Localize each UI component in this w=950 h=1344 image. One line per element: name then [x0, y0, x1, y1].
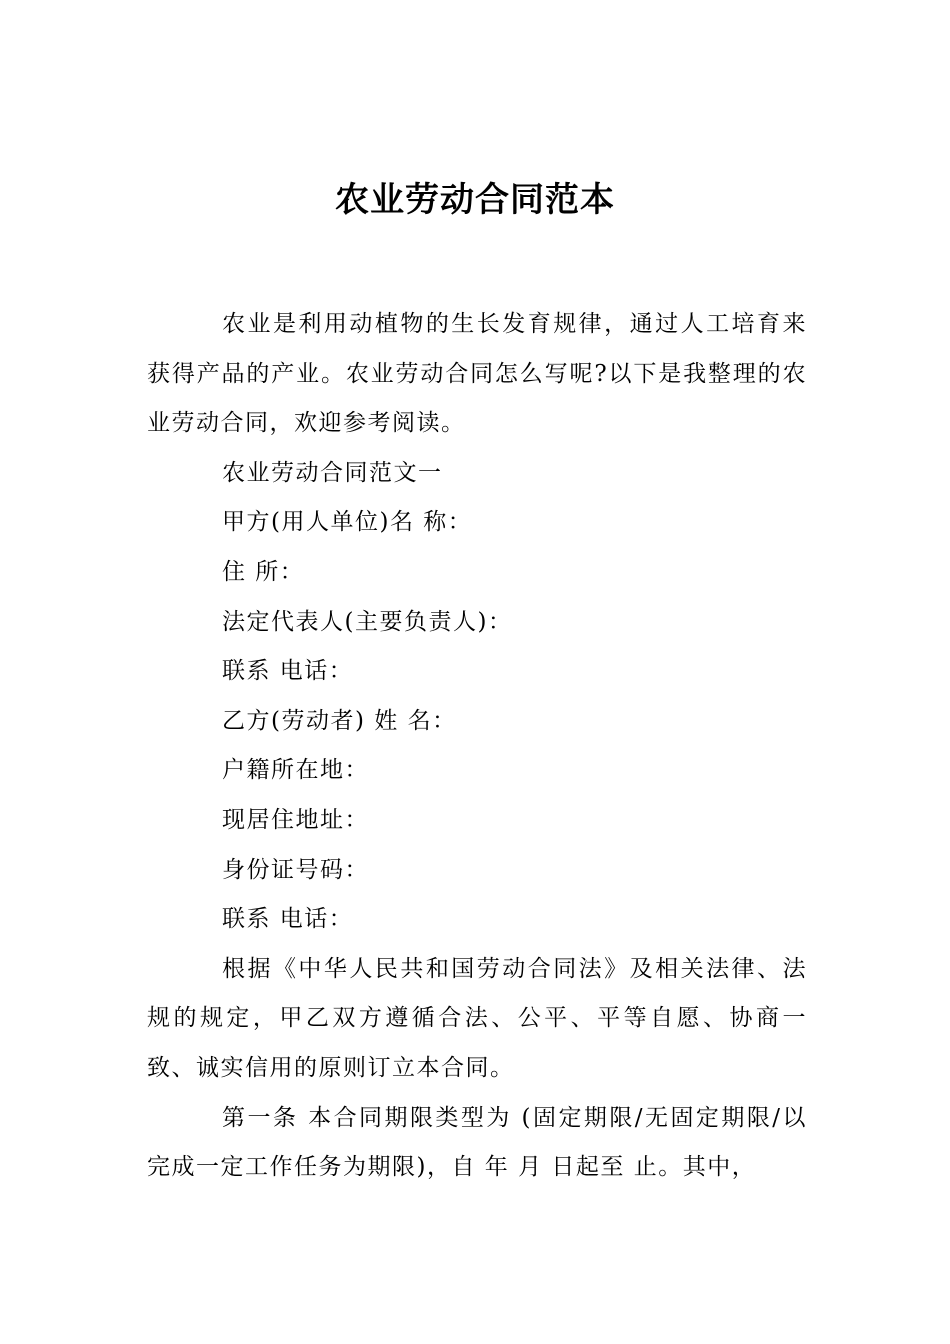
- party-a-address-line: 住 所：: [222, 558, 305, 585]
- party-a-phone-line: 联系 电话：: [222, 658, 354, 685]
- legal-basis-paragraph: 根据《中华人民共和国劳动合同法》及相关法律、法规的规定，甲乙双方遵循合法、公平、平等自愿、协商一致、诚实信用的原则订立本合同。: [147, 955, 807, 1081]
- party-b-household-line: 户籍所在地：: [222, 757, 369, 784]
- party-a-name-line: 甲方(用人单位)名 称：: [222, 509, 473, 536]
- document-body: [147, 300, 807, 1193]
- party-b-phone-line: 联系 电话：: [222, 906, 354, 933]
- intro-paragraph: 农业是利用动植物的生长发育规律，通过人工培育来获得产品的产业。农业劳动合同怎么写呢?以下是我整理的农业劳动合同，欢迎参考阅读。: [147, 311, 807, 437]
- article-one-paragraph: 第一条 本合同期限类型为 (固定期限/无固定期限/以完成一定工作任务为期限)，自 年 月 日起至 止。其中，: [147, 1104, 807, 1181]
- document-title: 农业劳动合同范本: [335, 180, 615, 220]
- party-a-representative-line: 法定代表人(主要负责人)：: [222, 608, 513, 635]
- party-b-name-line: 乙方(劳动者) 姓 名：: [222, 707, 457, 734]
- party-b-residence-line: 现居住地址：: [222, 806, 369, 833]
- section-heading: 农业劳动合同范文一: [222, 459, 443, 486]
- party-b-id-line: 身份证号码：: [222, 856, 369, 883]
